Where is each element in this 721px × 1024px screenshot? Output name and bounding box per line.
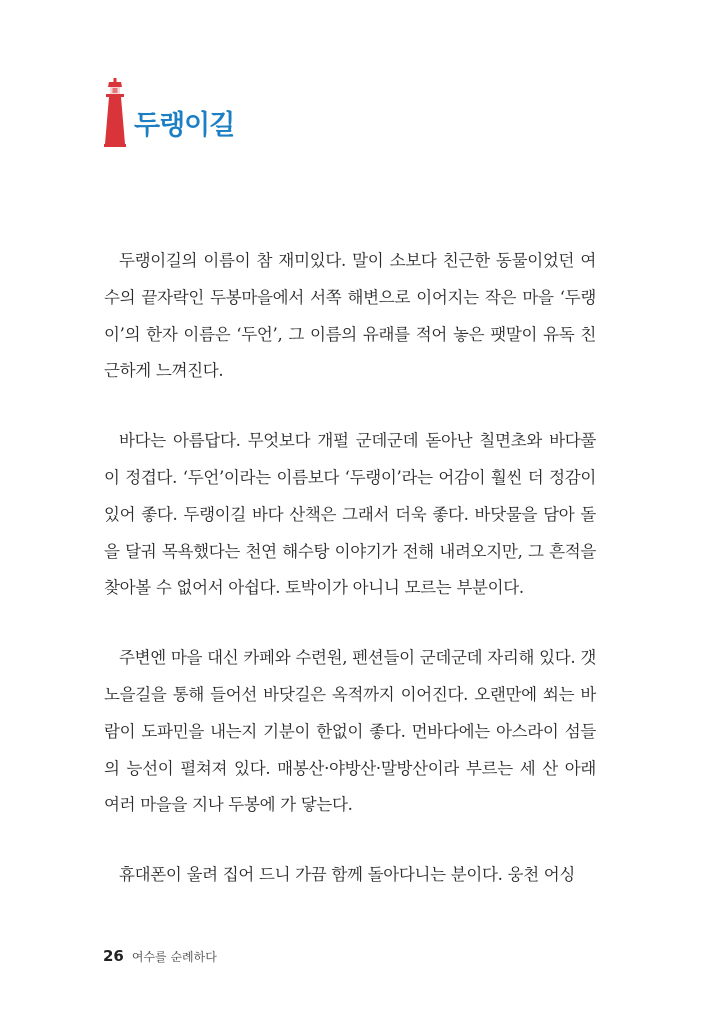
book-title: 여수를 순례하다 xyxy=(131,950,217,964)
body-text xyxy=(104,243,596,927)
paragraph: 휴대폰이 울려 집어 드니 가끔 함께 돌아다니는 분이다. 웅천 어싱 xyxy=(119,865,576,885)
page-footer xyxy=(103,947,217,965)
paragraph: 두랭이길의 이름이 참 재미있다. 말이 소보다 친근한 동물이었던 여수의 끝자락인 두봉마을에서 서쪽 해변으로 이어지는 작은 마을 ‘두랭이’의 한자 이름은 ‘두언’, 그 이름의 유래를 적어 놓은 팻말이 유독 친근하게 느껴진다. xyxy=(104,251,596,381)
paragraph: 주변엔 마을 대신 카페와 수련원, 펜션들이 군데군데 자리해 있다. 갯노을길을 통해 들어선 바닷길은 옥적까지 이어진다. 오랜만에 쐬는 바람이 도파민을 내는지 기분이 한없이 좋다. 먼바다에는 아스라이 섬들의 능선이 펼쳐져 있다. 매봉산·야방산·말방산이라 부르는 세 산 아래 여러 마을을 지나 두봉에 가 닿는다. xyxy=(104,648,596,815)
paragraph: 바다는 아름답다. 무엇보다 개펄 군데군데 돋아난 칠면초와 바다풀이 정겹다. ‘두언’이라는 이름보다 ‘두랭이’라는 어감이 훨씬 더 정감이 있어 좋다. 두랭이길 바다 산책은 그래서 더욱 좋다. 바닷물을 담아 돌을 달궈 목욕했다는 천연 해수탕 이야기가 전해 내려오지만, 그 흔적을 찾아볼 수 없어서 아쉽다. 토박이가 아니니 모르는 부분이다. xyxy=(104,431,596,598)
chapter-title: 두랭이길 xyxy=(134,110,235,141)
page-number: 26 xyxy=(103,947,124,965)
chapter-header xyxy=(100,78,234,148)
lighthouse-icon xyxy=(100,78,130,148)
